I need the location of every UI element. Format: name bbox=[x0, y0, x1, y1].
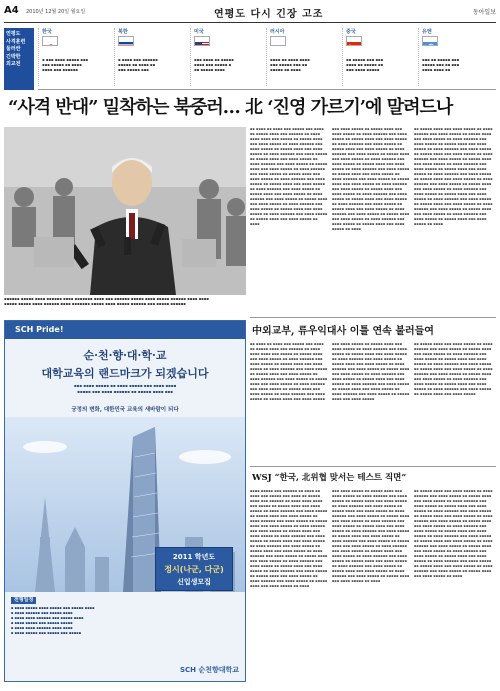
ad-tagline: 궁정의 변화, 대한민국 교육의 새바람이 되다 bbox=[71, 407, 179, 413]
ad-title-line2: 대학교육의 랜드마크가 되겠습니다 bbox=[41, 367, 209, 380]
admission-banner bbox=[155, 547, 233, 591]
university-advertisement bbox=[4, 320, 246, 682]
china-flag-icon bbox=[346, 36, 362, 46]
page-number: A4 bbox=[4, 5, 19, 16]
russia-flag-icon bbox=[270, 36, 286, 46]
admission-schedule: 전형일정 ▪ ▪▪▪▪ ▪▪▪▪▪ ▪▪▪▪ ▪▪▪▪▪ ▪▪▪ ▪▪▪▪▪ ▪▪▪▪ ▪ ▪▪▪▪ ▪▪▪▪▪▪ ▪▪▪ ▪▪▪▪▪ ▪▪▪▪ ▪ ▪▪▪▪ ▪▪▪▪ ▪▪▪▪▪▪ ▪▪▪ ▪▪▪▪▪ ▪▪▪▪ ▪ ▪▪▪▪ ▪▪▪▪▪ ▪▪▪ ▪▪▪▪▪ ▪▪▪▪▪ ▪ ▪▪▪▪ ▪▪▪▪ ▪▪▪▪▪▪ ▪▪▪▪ ▪▪▪▪ ▪ ▪▪▪▪ ▪▪▪▪▪ ▪▪▪ ▪▪▪▪▪ ▪▪▪ ▪▪▪▪▪ bbox=[11, 597, 95, 635]
article-column: ▪▪ ▪▪▪▪ ▪▪ ▪▪▪▪ ▪▪▪ ▪▪▪▪▪ ▪▪▪ ▪▪▪▪ ▪▪ ▪▪▪▪▪ ▪▪▪▪ ▪▪▪ ▪▪▪▪▪▪ ▪▪ ▪▪▪▪ ▪▪▪▪ ▪▪▪▪ ▪▪▪ ▪▪▪▪▪ ▪▪ ▪▪▪▪▪ ▪▪▪▪ ▪▪▪ ▪▪▪▪ ▪▪▪▪▪ ▪▪ ▪▪▪▪ ▪▪▪▪▪▪ ▪▪▪ ▪▪▪▪ ▪▪▪▪▪ ▪▪ ▪▪▪▪▪ ▪▪▪▪ ▪▪▪ ▪▪▪▪ ▪▪▪▪▪ ▪▪ ▪▪▪▪ ▪▪▪▪▪▪ ▪▪▪ ▪▪▪▪ ▪▪▪▪▪ ▪▪ ▪▪▪▪▪ ▪▪▪▪ ▪▪▪ ▪▪▪▪ ▪▪▪▪▪ ▪▪ ▪▪▪▪ ▪▪▪▪▪▪ ▪▪▪ ▪▪▪▪ ▪▪▪▪▪ ▪▪ ▪▪▪▪▪ ▪▪▪▪ ▪▪▪ ▪▪▪▪ ▪▪▪▪▪ ▪▪ ▪▪▪▪ ▪▪▪▪▪▪ ▪▪▪ ▪▪▪▪ ▪▪▪▪▪ ▪▪ ▪▪▪▪▪ ▪▪▪▪ ▪▪▪ ▪▪▪▪ ▪▪▪▪▪ ▪▪ ▪▪▪▪ ▪▪▪▪▪▪ ▪▪▪ ▪▪▪▪ ▪▪▪▪▪ ▪▪ ▪▪▪▪▪ ▪▪▪▪ ▪▪▪ ▪▪▪▪ ▪▪▪▪▪ bbox=[250, 342, 328, 401]
placeholder-text: ▪ ▪▪▪▪ ▪▪▪ ▪▪▪▪▪▪ ▪▪▪▪▪ ▪▪ ▪▪▪▪ ▪▪ ▪▪▪ ▪▪▪▪▪ ▪▪▪ bbox=[118, 57, 158, 72]
korea-flag-icon bbox=[42, 36, 58, 46]
issue-date: 2010년 12월 20일 월요일 bbox=[26, 9, 86, 15]
placeholder-text: ▪▪ ▪▪▪▪▪ ▪▪▪ ▪▪▪ ▪▪▪▪ ▪▪ ▪▪▪▪▪ ▪▪ ▪▪▪ ▪▪▪▪ ▪▪▪▪▪ bbox=[346, 57, 384, 72]
photo-caption: ▪▪▪▪▪▪ ▪▪▪▪▪ ▪▪▪▪ ▪▪▪▪▪▪ ▪▪▪▪ ▪▪▪▪▪▪▪ ▪▪▪▪ ▪▪▪ ▪▪▪▪▪▪ ▪▪▪▪▪ ▪▪▪▪ ▪▪▪▪▪ ▪▪▪▪▪▪ ▪▪▪▪ ▪▪▪▪ ▪▪▪▪▪ ▪▪▪▪▪ ▪▪▪▪ ▪▪▪▪▪▪ ▪▪▪▪ ▪▪▪▪▪▪▪ ▪▪▪▪▪ ▪▪▪▪ ▪▪▪▪▪ ▪▪▪▪▪▪ ▪▪▪ ▪▪▪▪▪ ▪▪▪▪▪▪ bbox=[4, 296, 209, 306]
article-column: ▪▪ ▪▪▪▪▪ ▪▪▪▪ ▪▪▪ ▪▪▪▪ ▪▪▪▪▪ ▪▪ ▪▪▪▪ ▪▪▪▪▪▪ ▪▪▪ ▪▪▪▪ ▪▪▪▪▪ ▪▪ ▪▪▪▪▪ ▪▪▪▪ ▪▪▪ ▪▪▪▪ ▪▪▪▪▪ ▪▪ ▪▪▪▪ ▪▪▪▪▪▪ ▪▪▪ ▪▪▪▪ ▪▪▪▪▪ ▪▪ ▪▪▪▪▪ ▪▪▪▪ ▪▪▪ ▪▪▪▪ ▪▪▪▪▪ ▪▪ ▪▪▪▪ ▪▪▪▪▪▪ ▪▪▪ ▪▪▪▪ ▪▪▪▪▪ ▪▪ ▪▪▪▪▪ ▪▪▪▪ ▪▪▪ ▪▪▪▪ ▪▪▪▪▪ ▪▪ ▪▪▪▪ ▪▪▪▪▪▪ ▪▪▪ ▪▪▪▪ ▪▪▪▪▪ ▪▪ ▪▪▪▪▪ ▪▪▪▪ ▪▪▪ ▪▪▪▪ ▪▪▪▪▪ ▪▪ ▪▪▪▪ ▪▪▪▪▪▪ ▪▪▪ ▪▪▪▪ ▪▪▪▪▪ ▪▪ ▪▪▪▪▪ ▪▪▪▪ ▪▪▪ ▪▪▪▪ ▪▪▪▪▪ ▪▪ ▪▪▪▪ ▪▪▪▪▪▪ ▪▪▪ ▪▪▪▪ ▪▪▪▪▪ ▪▪ ▪▪▪▪▪ ▪▪▪▪ ▪▪▪ ▪▪▪▪ ▪▪▪▪▪ bbox=[414, 342, 493, 396]
country-label: 러시아 bbox=[270, 29, 285, 35]
main-headline: “사격 반대” 밀착하는 북중러… 北 ‘진영 가르기’에 말려드나 bbox=[8, 97, 453, 118]
placeholder-text: ▪▪▪ ▪▪▪▪ ▪▪ ▪▪▪▪▪ ▪▪▪▪ ▪▪▪ ▪▪▪▪▪ ▪ ▪▪ ▪▪▪▪▪ ▪▪▪▪ bbox=[194, 57, 234, 72]
topic-label-line: 사격훈련 bbox=[6, 38, 26, 45]
page-header bbox=[4, 3, 496, 23]
article-column: ▪▪▪ ▪▪▪▪ ▪▪▪▪▪ ▪▪ ▪▪▪▪▪ ▪▪▪▪ ▪▪▪ ▪▪▪▪ ▪▪▪▪▪ ▪▪ ▪▪▪▪ ▪▪▪▪▪▪ ▪▪▪ ▪▪▪▪ ▪▪▪▪▪ ▪▪ ▪▪▪▪▪ ▪▪▪▪ ▪▪▪ ▪▪▪▪ ▪▪▪▪▪ ▪▪ ▪▪▪▪ ▪▪▪▪▪▪ ▪▪▪ ▪▪▪▪ ▪▪▪▪▪ ▪▪ ▪▪▪▪▪ ▪▪▪▪ ▪▪▪ ▪▪▪▪ ▪▪▪▪▪ ▪▪ ▪▪▪▪ ▪▪▪▪▪▪ ▪▪▪ ▪▪▪▪ ▪▪▪▪▪ ▪▪ ▪▪▪▪▪ ▪▪▪▪ ▪▪▪ ▪▪▪▪ ▪▪▪▪▪ ▪▪ ▪▪▪▪ ▪▪▪▪▪▪ ▪▪▪ ▪▪▪▪ ▪▪▪▪▪ ▪▪ ▪▪▪▪▪ ▪▪▪▪ ▪▪▪ ▪▪▪▪ ▪▪▪▪▪ ▪▪ ▪▪▪▪ ▪▪▪▪▪▪ ▪▪▪ ▪▪▪▪ ▪▪▪▪▪ ▪▪ ▪▪▪▪▪ ▪▪▪▪ ▪▪▪ ▪▪▪▪ ▪▪▪▪▪ ▪▪ ▪▪▪▪ ▪▪▪▪▪▪ ▪▪▪ ▪▪▪▪ ▪▪▪▪▪ ▪▪ ▪▪▪▪▪ ▪▪▪▪ ▪▪▪ ▪▪▪▪ ▪▪▪▪▪ bbox=[332, 342, 410, 401]
topic-label-box bbox=[4, 28, 34, 90]
placeholder-text: ▪ ▪▪▪ ▪▪▪▪ ▪▪▪▪▪ ▪▪▪ ▪▪▪ ▪▪▪▪▪ ▪▪ ▪▪▪▪ ▪▪▪▪ ▪▪▪ ▪▪▪▪▪▪ bbox=[42, 57, 89, 72]
ad-subtext: ▪▪▪ ▪▪▪▪ ▪▪▪▪▪ ▪▪ ▪▪▪▪ ▪▪▪▪▪ ▪▪▪ ▪▪▪▪ ▪▪▪▪ ▪▪▪▪▪ ▪▪▪ ▪▪▪▪ ▪▪▪▪▪▪ ▪▪ ▪▪▪▪▪ ▪▪▪▪ ▪▪▪ bbox=[73, 383, 177, 394]
ad-brand-logo: SCH Pride! bbox=[15, 325, 64, 334]
topic-label-line: 외교전 bbox=[6, 61, 21, 67]
section-3-headline: WSJ “한국, 北위협 맞서는 테스트 직면” bbox=[252, 473, 407, 483]
un-flag-icon bbox=[422, 36, 438, 46]
placeholder-text: ▪▪▪ ▪▪ ▪▪▪▪▪ ▪▪▪ ▪▪▪▪▪ ▪▪▪ ▪▪ ▪▪▪ ▪▪▪▪ ▪▪▪▪ ▪▪ bbox=[422, 57, 460, 72]
country-label: 미국 bbox=[194, 29, 204, 35]
country-column-un bbox=[418, 28, 496, 86]
article-column: ▪▪ ▪▪▪▪▪ ▪▪▪▪ ▪▪▪ ▪▪▪▪ ▪▪▪▪▪ ▪▪ ▪▪▪▪ ▪▪▪▪▪▪ ▪▪▪ ▪▪▪▪ ▪▪▪▪▪ ▪▪ ▪▪▪▪▪ ▪▪▪▪ ▪▪▪ ▪▪▪▪ ▪▪▪▪▪ ▪▪ ▪▪▪▪ ▪▪▪▪▪▪ ▪▪▪ ▪▪▪▪ ▪▪▪▪▪ ▪▪ ▪▪▪▪▪ ▪▪▪▪ ▪▪▪ ▪▪▪▪ ▪▪▪▪▪ ▪▪ ▪▪▪▪ ▪▪▪▪▪▪ ▪▪▪ ▪▪▪▪ ▪▪▪▪▪ ▪▪ ▪▪▪▪▪ ▪▪▪▪ ▪▪▪ ▪▪▪▪ ▪▪▪▪▪ ▪▪ ▪▪▪▪ ▪▪▪▪▪▪ ▪▪▪ ▪▪▪▪ ▪▪▪▪▪ ▪▪ ▪▪▪▪▪ ▪▪▪▪ ▪▪▪ ▪▪▪▪ ▪▪▪▪▪ ▪▪ ▪▪▪▪ ▪▪▪▪▪▪ ▪▪▪ ▪▪▪▪ ▪▪▪▪▪ ▪▪ ▪▪▪▪▪ ▪▪▪▪ ▪▪▪ ▪▪▪▪ ▪▪▪▪▪ ▪▪ ▪▪▪▪ ▪▪▪▪▪▪ ▪▪▪ ▪▪▪▪ ▪▪▪▪▪ ▪▪ ▪▪▪▪▪ ▪▪▪▪ ▪▪▪ ▪▪▪▪ ▪▪▪▪▪ ▪▪ ▪▪▪▪ ▪▪▪▪▪▪ ▪▪▪ ▪▪▪▪ ▪▪▪▪▪ ▪▪ ▪▪▪▪▪ ▪▪▪▪ ▪▪▪ ▪▪▪▪ ▪▪▪▪▪ ▪▪ ▪▪▪▪ ▪▪▪▪▪▪ ▪▪▪ ▪▪▪▪ ▪▪▪▪▪ ▪▪ ▪▪▪▪▪ ▪▪▪▪ ▪▪▪ ▪▪▪▪ ▪▪▪▪▪ ▪▪ ▪▪▪▪ ▪▪▪▪▪▪ ▪▪▪ ▪▪▪▪ ▪▪▪▪▪ ▪▪ ▪▪▪▪▪ ▪▪▪▪ ▪▪▪ ▪▪▪▪ ▪▪▪▪▪ ▪▪ ▪▪▪▪ ▪▪▪▪▪▪ ▪▪▪ ▪▪▪▪ ▪▪▪▪▪ ▪▪ ▪▪▪▪▪ ▪▪▪▪ ▪▪▪ ▪▪▪▪ ▪▪▪▪▪ ▪▪ ▪▪▪▪ ▪▪▪▪▪▪ ▪▪▪ ▪▪▪▪ ▪▪▪▪▪ ▪▪ ▪▪▪▪▪ ▪▪▪▪ ▪▪▪ ▪▪▪▪ ▪▪▪▪▪ ▪▪ ▪▪▪▪ bbox=[414, 127, 493, 226]
usa-flag-icon bbox=[194, 36, 210, 46]
section-divider bbox=[250, 466, 496, 467]
article-column: ▪▪▪▪ ▪▪▪▪▪ ▪▪▪ ▪▪▪▪▪▪ ▪▪ ▪▪▪▪ ▪▪ ▪▪▪▪ ▪▪▪ ▪▪▪▪▪ ▪▪▪ ▪▪▪▪ ▪▪ ▪▪▪▪▪ ▪▪▪▪ ▪▪▪ ▪▪▪▪▪▪ ▪▪ ▪▪▪▪ ▪▪▪▪ ▪▪▪▪ ▪▪▪ ▪▪▪▪▪ ▪▪ ▪▪▪▪▪ ▪▪▪▪ ▪▪▪ ▪▪▪▪ ▪▪▪▪▪ ▪▪ ▪▪▪▪ ▪▪▪▪▪▪ ▪▪▪ ▪▪▪▪ ▪▪▪▪▪ ▪▪ ▪▪▪▪▪ ▪▪▪▪ ▪▪▪ ▪▪▪▪ ▪▪▪▪▪ ▪▪ ▪▪▪▪ ▪▪▪▪▪▪ ▪▪▪ ▪▪▪▪ ▪▪▪▪▪ ▪▪ ▪▪▪▪▪ ▪▪▪▪ ▪▪▪ ▪▪▪▪ ▪▪▪▪▪ ▪▪ ▪▪▪▪ ▪▪▪▪▪▪ ▪▪▪ ▪▪▪▪ ▪▪▪▪▪ ▪▪ ▪▪▪▪▪ ▪▪▪▪ ▪▪▪ ▪▪▪▪ ▪▪▪▪▪ ▪▪ ▪▪▪▪ ▪▪▪▪▪▪ ▪▪▪ ▪▪▪▪ ▪▪▪▪▪ ▪▪ ▪▪▪▪▪ ▪▪▪▪ ▪▪▪ ▪▪▪▪ ▪▪▪▪▪ ▪▪ ▪▪▪▪ ▪▪▪▪▪▪ ▪▪▪ ▪▪▪▪ ▪▪▪▪▪ ▪▪ ▪▪▪▪▪ ▪▪▪▪ ▪▪▪ ▪▪▪▪ ▪▪▪▪▪ ▪▪ ▪▪▪▪ ▪▪▪▪▪▪ ▪▪▪ ▪▪▪▪ ▪▪▪▪▪ ▪▪ ▪▪▪▪▪ ▪▪▪▪ ▪▪▪ ▪▪▪▪ ▪▪▪▪▪ ▪▪ ▪▪▪▪ ▪▪▪▪▪▪ ▪▪▪ ▪▪▪▪ ▪▪▪▪▪ ▪▪ ▪▪▪▪▪ ▪▪▪▪ ▪▪▪ ▪▪▪▪ ▪▪▪▪▪ ▪▪ ▪▪▪▪ ▪▪▪▪▪▪ ▪▪▪ ▪▪▪▪ ▪▪▪▪▪ ▪▪ ▪▪▪▪▪ ▪▪▪▪ ▪▪▪ ▪▪▪▪ ▪▪▪▪▪ ▪▪ ▪▪▪▪ ▪▪▪▪▪▪ ▪▪▪ ▪▪▪▪ ▪▪▪▪▪ ▪▪ ▪▪▪▪▪ ▪▪▪▪ ▪▪▪ ▪▪▪▪ ▪▪▪▪▪ ▪▪ ▪▪▪▪ bbox=[250, 489, 328, 588]
country-label: 한국 bbox=[42, 29, 52, 35]
section-divider bbox=[250, 317, 496, 318]
ad-title-line1: 순·천·향·대·학·교 bbox=[83, 349, 167, 362]
country-label: 중국 bbox=[346, 29, 356, 35]
section-2-headline: 中외교부, 류우익대사 이틀 연속 불러들여 bbox=[252, 326, 434, 337]
schedule-title: 전형일정 bbox=[11, 597, 36, 604]
country-column-russia bbox=[266, 28, 340, 86]
article-column: ▪▪ ▪▪▪▪▪ ▪▪▪▪ ▪▪▪ ▪▪▪▪ ▪▪▪▪▪ ▪▪ ▪▪▪▪ ▪▪▪▪▪▪ ▪▪▪ ▪▪▪▪ ▪▪▪▪▪ ▪▪ ▪▪▪▪▪ ▪▪▪▪ ▪▪▪ ▪▪▪▪ ▪▪▪▪▪ ▪▪ ▪▪▪▪ ▪▪▪▪▪▪ ▪▪▪ ▪▪▪▪ ▪▪▪▪▪ ▪▪ ▪▪▪▪▪ ▪▪▪▪ ▪▪▪ ▪▪▪▪ ▪▪▪▪▪ ▪▪ ▪▪▪▪ ▪▪▪▪▪▪ ▪▪▪ ▪▪▪▪ ▪▪▪▪▪ ▪▪ ▪▪▪▪▪ ▪▪▪▪ ▪▪▪ ▪▪▪▪ ▪▪▪▪▪ ▪▪ ▪▪▪▪ ▪▪▪▪▪▪ ▪▪▪ ▪▪▪▪ ▪▪▪▪▪ ▪▪ ▪▪▪▪▪ ▪▪▪▪ ▪▪▪ ▪▪▪▪ ▪▪▪▪▪ ▪▪ ▪▪▪▪ ▪▪▪▪▪▪ ▪▪▪ ▪▪▪▪ ▪▪▪▪▪ ▪▪ ▪▪▪▪▪ ▪▪▪▪ ▪▪▪ ▪▪▪▪ ▪▪▪▪▪ ▪▪ ▪▪▪▪ ▪▪▪▪▪▪ ▪▪▪ ▪▪▪▪ ▪▪▪▪▪ ▪▪ ▪▪▪▪▪ ▪▪▪▪ ▪▪▪ ▪▪▪▪ ▪▪▪▪▪ ▪▪ ▪▪▪▪ ▪▪▪▪▪▪ ▪▪▪ ▪▪▪▪ ▪▪▪▪▪ ▪▪ ▪▪▪▪▪ ▪▪▪▪ ▪▪▪ ▪▪▪▪ ▪▪▪▪▪ ▪▪ ▪▪▪▪ ▪▪▪▪▪▪ ▪▪▪ ▪▪▪▪ ▪▪▪▪▪ ▪▪ ▪▪▪▪▪ ▪▪▪▪ ▪▪▪ ▪▪▪▪ ▪▪▪▪▪ ▪▪ ▪▪▪▪ ▪▪▪▪▪▪ ▪▪▪ ▪▪▪▪ ▪▪▪▪▪ ▪▪ ▪▪▪▪▪ ▪▪▪▪ ▪▪▪ ▪▪▪▪ ▪▪▪▪▪ ▪▪ ▪▪▪▪ ▪▪▪▪▪▪ ▪▪▪ ▪▪▪▪ ▪▪▪▪▪ ▪▪ ▪▪▪▪▪ ▪▪▪▪ ▪▪▪ ▪▪▪▪ ▪▪▪▪▪ ▪▪ ▪▪▪▪ bbox=[414, 489, 493, 578]
country-positions-strip bbox=[38, 28, 496, 90]
ad-top-bar bbox=[5, 321, 245, 339]
country-label: 북한 bbox=[118, 29, 128, 35]
banner-type: 정시(나군, 다군) bbox=[164, 565, 224, 574]
topic-label-line: 긴박한 bbox=[6, 53, 21, 60]
section-title: 연평도 다시 긴장 고조 bbox=[214, 9, 324, 20]
banner-year: 2011 학년도 bbox=[172, 553, 216, 561]
topic-label-line: 연평도 bbox=[6, 31, 21, 37]
article-column: ▪▪▪ ▪▪▪▪ ▪▪▪▪▪ ▪▪ ▪▪▪▪▪ ▪▪▪▪ ▪▪▪ ▪▪▪▪ ▪▪▪▪▪ ▪▪ ▪▪▪▪ ▪▪▪▪▪▪ ▪▪▪ ▪▪▪▪ ▪▪▪▪▪ ▪▪ ▪▪▪▪▪ ▪▪▪▪ ▪▪▪ ▪▪▪▪ ▪▪▪▪▪ ▪▪ ▪▪▪▪ ▪▪▪▪▪▪ ▪▪▪ ▪▪▪▪ ▪▪▪▪▪ ▪▪ ▪▪▪▪▪ ▪▪▪▪ ▪▪▪ ▪▪▪▪ ▪▪▪▪▪ ▪▪ ▪▪▪▪ ▪▪▪▪▪▪ ▪▪▪ ▪▪▪▪ ▪▪▪▪▪ ▪▪ ▪▪▪▪▪ ▪▪▪▪ ▪▪▪ ▪▪▪▪ ▪▪▪▪▪ ▪▪ ▪▪▪▪ ▪▪▪▪▪▪ ▪▪▪ ▪▪▪▪ ▪▪▪▪▪ ▪▪ ▪▪▪▪▪ ▪▪▪▪ ▪▪▪ ▪▪▪▪ ▪▪▪▪▪ ▪▪ ▪▪▪▪ ▪▪▪▪▪▪ ▪▪▪ ▪▪▪▪ ▪▪▪▪▪ ▪▪ ▪▪▪▪▪ ▪▪▪▪ ▪▪▪ ▪▪▪▪ ▪▪▪▪▪ ▪▪ ▪▪▪▪ ▪▪▪▪▪▪ ▪▪▪ ▪▪▪▪ ▪▪▪▪▪ ▪▪ ▪▪▪▪▪ ▪▪▪▪ ▪▪▪ ▪▪▪▪ ▪▪▪▪▪ ▪▪ ▪▪▪▪ ▪▪▪▪▪▪ ▪▪▪ ▪▪▪▪ ▪▪▪▪▪ ▪▪ ▪▪▪▪▪ ▪▪▪▪ ▪▪▪ ▪▪▪▪ ▪▪▪▪▪ ▪▪ ▪▪▪▪ ▪▪▪▪▪▪ ▪▪▪ ▪▪▪▪ ▪▪▪▪▪ ▪▪ ▪▪▪▪▪ ▪▪▪▪ ▪▪▪ ▪▪▪▪ ▪▪▪▪▪ ▪▪ ▪▪▪▪ ▪▪▪▪▪▪ ▪▪▪ ▪▪▪▪ ▪▪▪▪▪ ▪▪ ▪▪▪▪▪ ▪▪▪▪ ▪▪▪ ▪▪▪▪ ▪▪▪▪▪ ▪▪ ▪▪▪▪ ▪▪▪▪▪▪ ▪▪▪ ▪▪▪▪ ▪▪▪▪▪ ▪▪ ▪▪▪▪▪ ▪▪▪▪ ▪▪▪ ▪▪▪▪ ▪▪▪▪▪ ▪▪ ▪▪▪▪ ▪▪▪▪▪▪ ▪▪▪ ▪▪▪▪ ▪▪▪▪▪ ▪▪ ▪▪▪▪▪ ▪▪▪▪ ▪▪▪ ▪▪▪▪ ▪▪▪▪▪ ▪▪ ▪▪▪▪ bbox=[332, 127, 410, 231]
article-column: ▪▪▪ ▪▪▪▪ ▪▪▪▪▪ ▪▪ ▪▪▪▪▪ ▪▪▪▪ ▪▪▪ ▪▪▪▪ ▪▪▪▪▪ ▪▪ ▪▪▪▪ ▪▪▪▪▪▪ ▪▪▪ ▪▪▪▪ ▪▪▪▪▪ ▪▪ ▪▪▪▪▪ ▪▪▪▪ ▪▪▪ ▪▪▪▪ ▪▪▪▪▪ ▪▪ ▪▪▪▪ ▪▪▪▪▪▪ ▪▪▪ ▪▪▪▪ ▪▪▪▪▪ ▪▪ ▪▪▪▪▪ ▪▪▪▪ ▪▪▪ ▪▪▪▪ ▪▪▪▪▪ ▪▪ ▪▪▪▪ ▪▪▪▪▪▪ ▪▪▪ ▪▪▪▪ ▪▪▪▪▪ ▪▪ ▪▪▪▪▪ ▪▪▪▪ ▪▪▪ ▪▪▪▪ ▪▪▪▪▪ ▪▪ ▪▪▪▪ ▪▪▪▪▪▪ ▪▪▪ ▪▪▪▪ ▪▪▪▪▪ ▪▪ ▪▪▪▪▪ ▪▪▪▪ ▪▪▪ ▪▪▪▪ ▪▪▪▪▪ ▪▪ ▪▪▪▪ ▪▪▪▪▪▪ ▪▪▪ ▪▪▪▪ ▪▪▪▪▪ ▪▪ ▪▪▪▪▪ ▪▪▪▪ ▪▪▪ ▪▪▪▪ ▪▪▪▪▪ ▪▪ ▪▪▪▪ ▪▪▪▪▪▪ ▪▪▪ ▪▪▪▪ ▪▪▪▪▪ ▪▪ ▪▪▪▪▪ ▪▪▪▪ ▪▪▪ ▪▪▪▪ ▪▪▪▪▪ ▪▪ ▪▪▪▪ ▪▪▪▪▪▪ ▪▪▪ ▪▪▪▪ ▪▪▪▪▪ ▪▪ ▪▪▪▪▪ ▪▪▪▪ ▪▪▪ ▪▪▪▪ ▪▪▪▪▪ ▪▪ ▪▪▪▪ ▪▪▪▪▪▪ ▪▪▪ ▪▪▪▪ ▪▪▪▪▪ ▪▪ ▪▪▪▪▪ ▪▪▪▪ ▪▪▪ ▪▪▪▪ ▪▪▪▪▪ ▪▪ ▪▪▪▪ ▪▪▪▪▪▪ ▪▪▪ ▪▪▪▪ ▪▪▪▪▪ ▪▪ ▪▪▪▪▪ ▪▪▪▪ ▪▪▪ ▪▪▪▪ ▪▪▪▪▪ ▪▪ ▪▪▪▪ ▪▪▪▪▪▪ ▪▪▪ ▪▪▪▪ ▪▪▪▪▪ ▪▪ ▪▪▪▪▪ ▪▪▪▪ ▪▪▪ ▪▪▪▪ ▪▪▪▪▪ ▪▪ ▪▪▪▪ bbox=[332, 489, 410, 583]
ad-footer-logo: SCH 순천향대학교 bbox=[179, 666, 239, 674]
country-column-korea bbox=[38, 28, 112, 86]
country-column-north-korea bbox=[114, 28, 188, 86]
topic-label-line: 둘러싼 bbox=[6, 46, 21, 52]
banner-recruit: 신입생모집 bbox=[177, 578, 211, 586]
country-column-usa bbox=[190, 28, 264, 86]
country-label: 유엔 bbox=[422, 29, 432, 35]
press-conference-photo bbox=[4, 127, 246, 295]
north-korea-flag-icon bbox=[118, 36, 134, 46]
publisher-name: 동아일보 bbox=[472, 9, 496, 16]
placeholder-text: ▪▪▪▪ ▪▪ ▪▪▪▪ ▪▪▪▪ ▪▪▪ ▪▪▪▪▪ ▪▪▪ ▪▪ ▪▪▪▪▪ ▪▪ ▪▪▪▪ bbox=[270, 57, 310, 72]
country-column-china bbox=[342, 28, 416, 86]
article-column: ▪▪ ▪▪▪▪ ▪▪ ▪▪▪▪ ▪▪▪ ▪▪▪▪▪ ▪▪▪ ▪▪▪▪ ▪▪ ▪▪▪▪▪ ▪▪▪▪ ▪▪▪ ▪▪▪▪▪▪ ▪▪ ▪▪▪▪ ▪▪▪▪ ▪▪▪▪ ▪▪▪ ▪▪▪▪▪ ▪▪ ▪▪▪▪▪ ▪▪▪▪ ▪▪▪ ▪▪▪▪ ▪▪▪▪▪ ▪▪ ▪▪▪▪ ▪▪▪▪▪▪ ▪▪▪ ▪▪▪▪ ▪▪▪▪▪ ▪▪ ▪▪▪▪▪ ▪▪▪▪ ▪▪▪ ▪▪▪▪ ▪▪▪▪▪ ▪▪ ▪▪▪▪ ▪▪▪▪▪▪ ▪▪▪ ▪▪▪▪ ▪▪▪▪▪ ▪▪ ▪▪▪▪▪ ▪▪▪▪ ▪▪▪ ▪▪▪▪ ▪▪▪▪▪ ▪▪ ▪▪▪▪ ▪▪▪▪▪▪ ▪▪▪ ▪▪▪▪ ▪▪▪▪▪ ▪▪ ▪▪▪▪▪ ▪▪▪▪ ▪▪▪ ▪▪▪▪ ▪▪▪▪▪ ▪▪ ▪▪▪▪ ▪▪▪▪▪▪ ▪▪▪ ▪▪▪▪ ▪▪▪▪▪ ▪▪ ▪▪▪▪▪ ▪▪▪▪ ▪▪▪ ▪▪▪▪ ▪▪▪▪▪ ▪▪ ▪▪▪▪ ▪▪▪▪▪▪ ▪▪▪ ▪▪▪▪ ▪▪▪▪▪ ▪▪ ▪▪▪▪▪ ▪▪▪▪ ▪▪▪ ▪▪▪▪ ▪▪▪▪▪ ▪▪ ▪▪▪▪ ▪▪▪▪▪▪ ▪▪▪ ▪▪▪▪ ▪▪▪▪▪ ▪▪ ▪▪▪▪▪ ▪▪▪▪ ▪▪▪ ▪▪▪▪ ▪▪▪▪▪ ▪▪ ▪▪▪▪ ▪▪▪▪▪▪ ▪▪▪ ▪▪▪▪ ▪▪▪▪▪ ▪▪ ▪▪▪▪▪ ▪▪▪▪ ▪▪▪ ▪▪▪▪ ▪▪▪▪▪ ▪▪ ▪▪▪▪ ▪▪▪▪▪▪ ▪▪▪ ▪▪▪▪ ▪▪▪▪▪ ▪▪ ▪▪▪▪▪ ▪▪▪▪ ▪▪▪ ▪▪▪▪ ▪▪▪▪▪ ▪▪ ▪▪▪▪ ▪▪▪▪▪▪ ▪▪▪ ▪▪▪▪ ▪▪▪▪▪ ▪▪ ▪▪▪▪▪ ▪▪▪▪ ▪▪▪ ▪▪▪▪ ▪▪▪▪▪ ▪▪ ▪▪▪▪ bbox=[250, 127, 328, 226]
